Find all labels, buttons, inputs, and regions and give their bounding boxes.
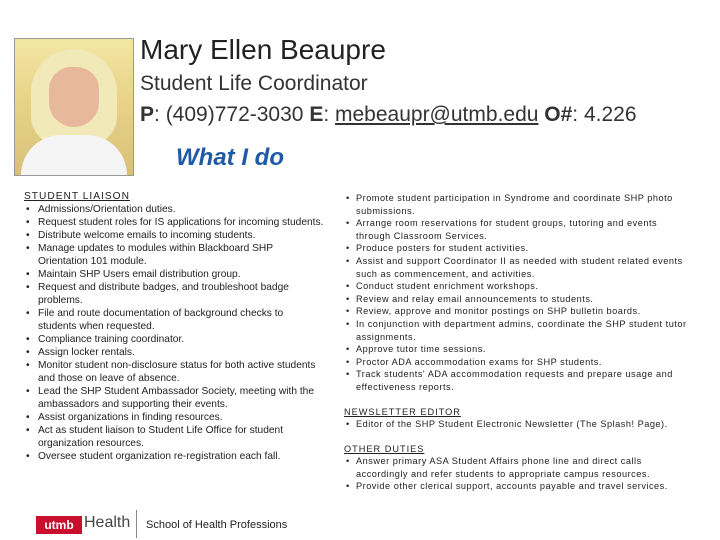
list-item: • Answer primary ASA Student Affairs phone line and direct calls accordingly and refer students to appropriate campus resources. [344, 455, 694, 480]
student-liaison-section [24, 190, 324, 463]
list-item: • Promote student participation in Syndrome and coordinate SHP photo submissions. [344, 192, 694, 217]
list-item: • Produce posters for student activities. [344, 242, 694, 255]
student-liaison-list [24, 203, 324, 463]
email-label: E [309, 103, 324, 126]
list-item: • Review and relay email announcements to students. [344, 293, 694, 306]
list-item: • Compliance training coordinator. [24, 333, 324, 346]
list-item: • Request student roles for IS applications for incoming students. [24, 216, 324, 229]
duties-section [344, 192, 694, 493]
list-item: • Admissions/Orientation duties. [24, 203, 324, 216]
person-name: Mary Ellen Beaupre [140, 34, 386, 65]
list-item: • Conduct student enrichment workshops. [344, 280, 694, 293]
photo-shirt [21, 135, 127, 176]
list-item: • Approve tutor time sessions. [344, 343, 694, 356]
list-item: • Provide other clerical support, accounts payable and travel services. [344, 480, 694, 493]
list-item: • Assign locker rentals. [24, 346, 324, 359]
profile-photo [14, 38, 134, 176]
list-item: • Assist and support Coordinator II as needed with student related events such as commencement, and activities. [344, 255, 694, 280]
utmb-logo: utmb [36, 516, 82, 534]
list-item: • Oversee student organization re-registration each fall. [24, 450, 324, 463]
phone-label: P [140, 103, 155, 126]
list-item: • Arrange room reservations for student groups, tutoring and events through Classroom Services. [344, 217, 694, 242]
office-label: O# [544, 103, 573, 126]
list-item: • Maintain SHP Users email distribution group. [24, 268, 324, 281]
other-duties-heading: OTHER DUTIES [344, 443, 425, 454]
list-item: • Monitor student non-disclosure status for both active students and those on leave of absence. [24, 359, 324, 385]
contact-line: P: (409)772-3030 E: mebeaupr@utmb.edu O#: 4.226 [140, 103, 637, 126]
email-link[interactable]: mebeaupr@utmb.edu [335, 103, 539, 126]
school-name: School of Health Professions [146, 519, 288, 531]
student-liaison-heading: STUDENT LIAISON [24, 191, 130, 202]
other-duties-section [344, 443, 694, 493]
list-item: • File and route documentation of background checks to students when requested. [24, 307, 324, 333]
list-item: • Editor of the SHP Student Electronic Newsletter (The Splash! Page). [344, 418, 694, 431]
list-item: • In conjunction with department admins, coordinate the SHP student tutor assignments. [344, 318, 694, 343]
office-number: 4.226 [583, 103, 637, 126]
list-item: • Manage updates to modules within Blackboard SHP Orientation 101 module. [24, 242, 324, 268]
newsletter-section [344, 406, 694, 431]
footer-divider [136, 510, 137, 538]
list-item: • Assist organizations in finding resources. [24, 411, 324, 424]
newsletter-heading: NEWSLETTER EDITOR [344, 406, 461, 417]
section-title: What I do [176, 144, 284, 171]
list-item: • Act as student liaison to Student Life Office for student organization resources. [24, 424, 324, 450]
list-item: • Distribute welcome emails to incoming students. [24, 229, 324, 242]
other-duties-list [344, 455, 694, 493]
phone-number: (409)772-3030 [165, 103, 304, 126]
list-item: • Lead the SHP Student Ambassador Society, meeting with the ambassadors and supporting their events. [24, 385, 324, 411]
logo-health-word: Health [84, 514, 131, 531]
list-item: • Track students' ADA accommodation requests and prepare usage and effectiveness reports. [344, 368, 694, 393]
person-title: Student Life Coordinator [140, 72, 368, 95]
photo-face [49, 67, 99, 127]
duties-list [344, 192, 694, 394]
list-item: • Request and distribute badges, and troubleshoot badge problems. [24, 281, 324, 307]
list-item: • Proctor ADA accommodation exams for SHP students. [344, 356, 694, 369]
newsletter-list [344, 418, 694, 431]
list-item: • Review, approve and monitor postings on SHP bulletin boards. [344, 305, 694, 318]
